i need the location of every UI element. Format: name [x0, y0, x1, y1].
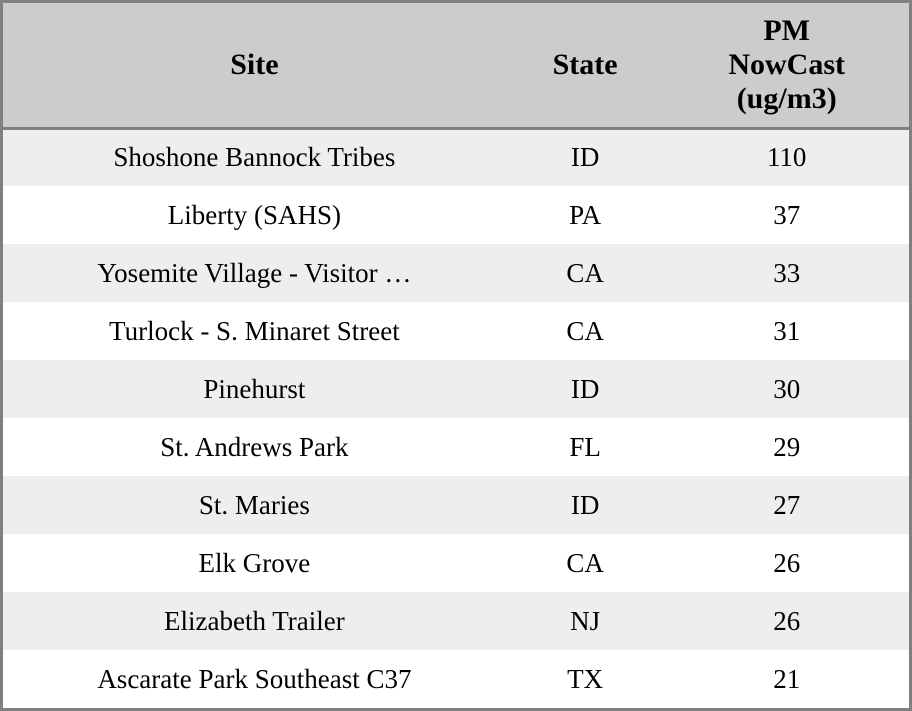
table-row: [3, 418, 909, 476]
cell-state: NJ: [506, 592, 665, 650]
cell-value: 29: [664, 418, 909, 476]
table-header-row: [3, 3, 909, 128]
table-row: [3, 244, 909, 302]
cell-state: FL: [506, 418, 665, 476]
column-header-pm-nowcast-line3: (ug/m3): [736, 81, 837, 115]
cell-value: 110: [664, 128, 909, 186]
cell-site: Liberty (SAHS): [3, 186, 506, 244]
column-header-pm-nowcast: [664, 3, 909, 128]
cell-value: 26: [664, 592, 909, 650]
table-row: [3, 476, 909, 534]
table-row: [3, 186, 909, 244]
pm-nowcast-table: [3, 3, 909, 708]
column-header-pm-nowcast-line2: NowCast: [728, 47, 846, 81]
cell-site: Pinehurst: [3, 360, 506, 418]
table-body: [3, 128, 909, 708]
cell-state: CA: [506, 534, 665, 592]
cell-site: St. Maries: [3, 476, 506, 534]
table-row: [3, 650, 909, 708]
cell-value: 21: [664, 650, 909, 708]
cell-site: St. Andrews Park: [3, 418, 506, 476]
cell-value: 30: [664, 360, 909, 418]
table-row: [3, 360, 909, 418]
cell-value: 27: [664, 476, 909, 534]
cell-state: ID: [506, 476, 665, 534]
cell-state: PA: [506, 186, 665, 244]
column-header-site: [3, 3, 506, 128]
cell-value: 37: [664, 186, 909, 244]
cell-value: 31: [664, 302, 909, 360]
cell-state: TX: [506, 650, 665, 708]
cell-state: CA: [506, 244, 665, 302]
cell-site: Turlock - S. Minaret Street: [3, 302, 506, 360]
column-header-state: [506, 3, 665, 128]
cell-state: CA: [506, 302, 665, 360]
column-header-pm-nowcast-line1: PM: [763, 14, 810, 48]
column-header-site-label: Site: [230, 47, 279, 81]
cell-state: ID: [506, 128, 665, 186]
cell-value: 33: [664, 244, 909, 302]
cell-site: Shoshone Bannock Tribes: [3, 128, 506, 186]
table-row: [3, 302, 909, 360]
table-row: [3, 128, 909, 186]
cell-site: Elk Grove: [3, 534, 506, 592]
table-row: [3, 592, 909, 650]
column-header-state-label: State: [552, 47, 618, 81]
cell-site: Ascarate Park Southeast C37: [3, 650, 506, 708]
cell-site: Yosemite Village - Visitor …: [3, 244, 506, 302]
table-header: [3, 3, 909, 128]
cell-value: 26: [664, 534, 909, 592]
cell-site: Elizabeth Trailer: [3, 592, 506, 650]
cell-state: ID: [506, 360, 665, 418]
table-row: [3, 534, 909, 592]
